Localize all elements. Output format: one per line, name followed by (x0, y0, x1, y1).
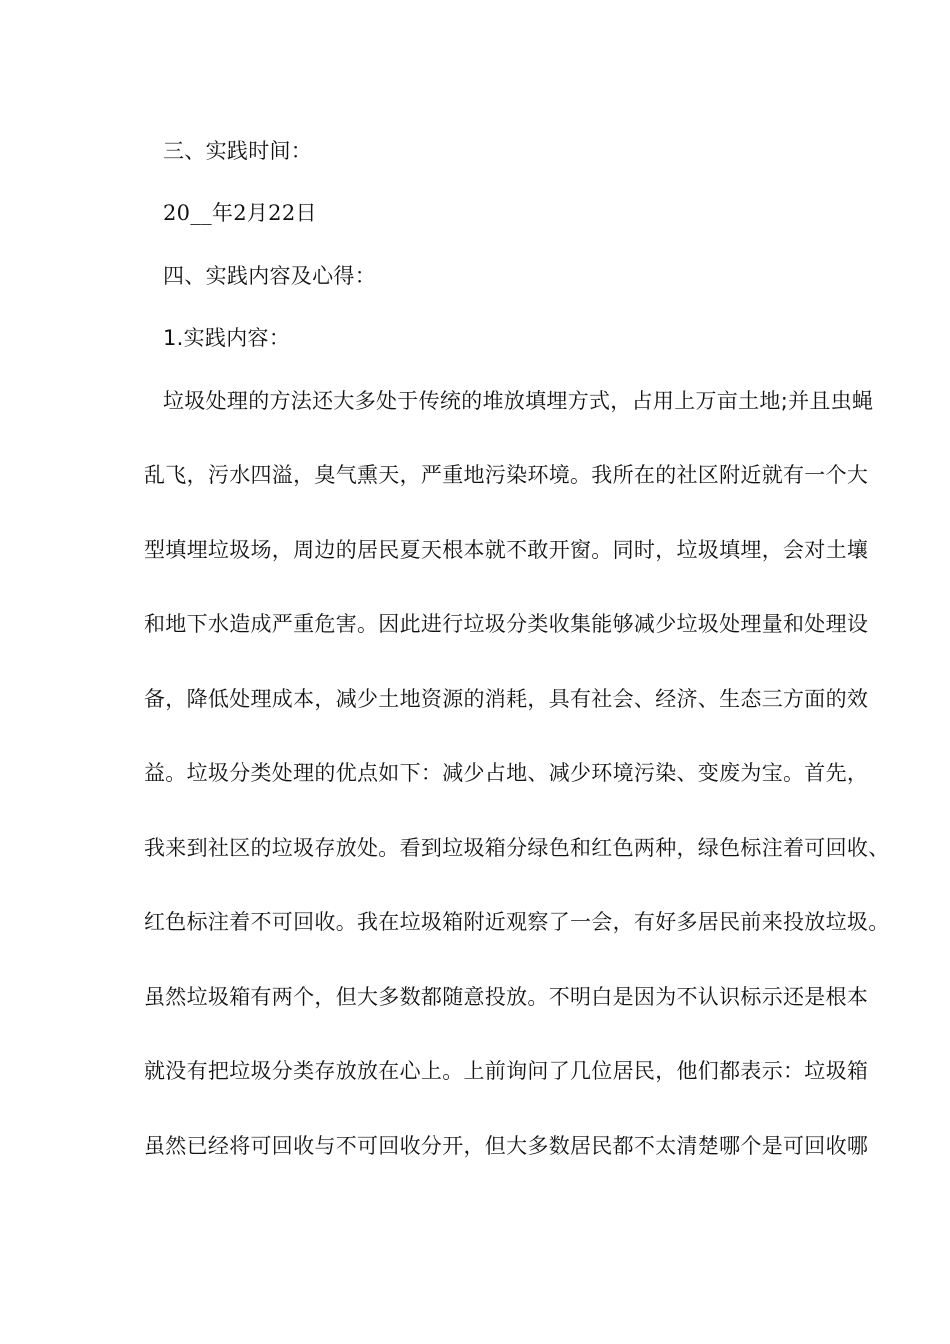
paragraph-line: 虽然垃圾箱有两个，但大多数都随意投放。不明白是因为不认识标示还是根本 (144, 985, 869, 1009)
paragraph-line: 红色标注着不可回收。我在垃圾箱附近观察了一会，有好多居民前来投放垃圾。 (144, 910, 890, 934)
paragraph-line: 型填埋垃圾场，周边的居民夏天根本就不敢开窗。同时，垃圾填埋，会对土壤 (144, 538, 869, 562)
section-heading-time: 三、实践时间： (163, 139, 313, 163)
paragraph-line: 虽然已经将可回收与不可回收分开，但大多数居民都不太清楚哪个是可回收哪 (144, 1134, 869, 1158)
subheading-practice-content: 1.实践内容： (163, 326, 291, 350)
paragraph-line: 益。垃圾分类处理的优点如下：减少占地、减少环境污染、变废为宝。首先， (144, 761, 869, 785)
paragraph-line: 和地下水造成严重危害。因此进行垃圾分类收集能够减少垃圾处理量和处理设 (144, 612, 869, 636)
paragraph-line: 就没有把垃圾分类存放放在心上。上前询问了几位居民，他们都表示：垃圾箱 (144, 1059, 869, 1083)
paragraph-line: 乱飞，污水四溢，臭气熏天，严重地污染环境。我所在的社区附近就有一个大 (144, 463, 869, 487)
section-heading-content: 四、实践内容及心得： (163, 264, 376, 288)
practice-date: 20__年2月22日 (163, 201, 317, 225)
paragraph-line: 我来到社区的垃圾存放处。看到垃圾箱分绿色和红色两种，绿色标注着可回收、 (144, 836, 890, 860)
paragraph-line: 垃圾处理的方法还大多处于传统的堆放填埋方式，占用上万亩土地;并且虫蝇 (163, 389, 874, 413)
paragraph-line: 备，降低处理成本，减少土地资源的消耗，具有社会、经济、生态三方面的效 (144, 687, 869, 711)
